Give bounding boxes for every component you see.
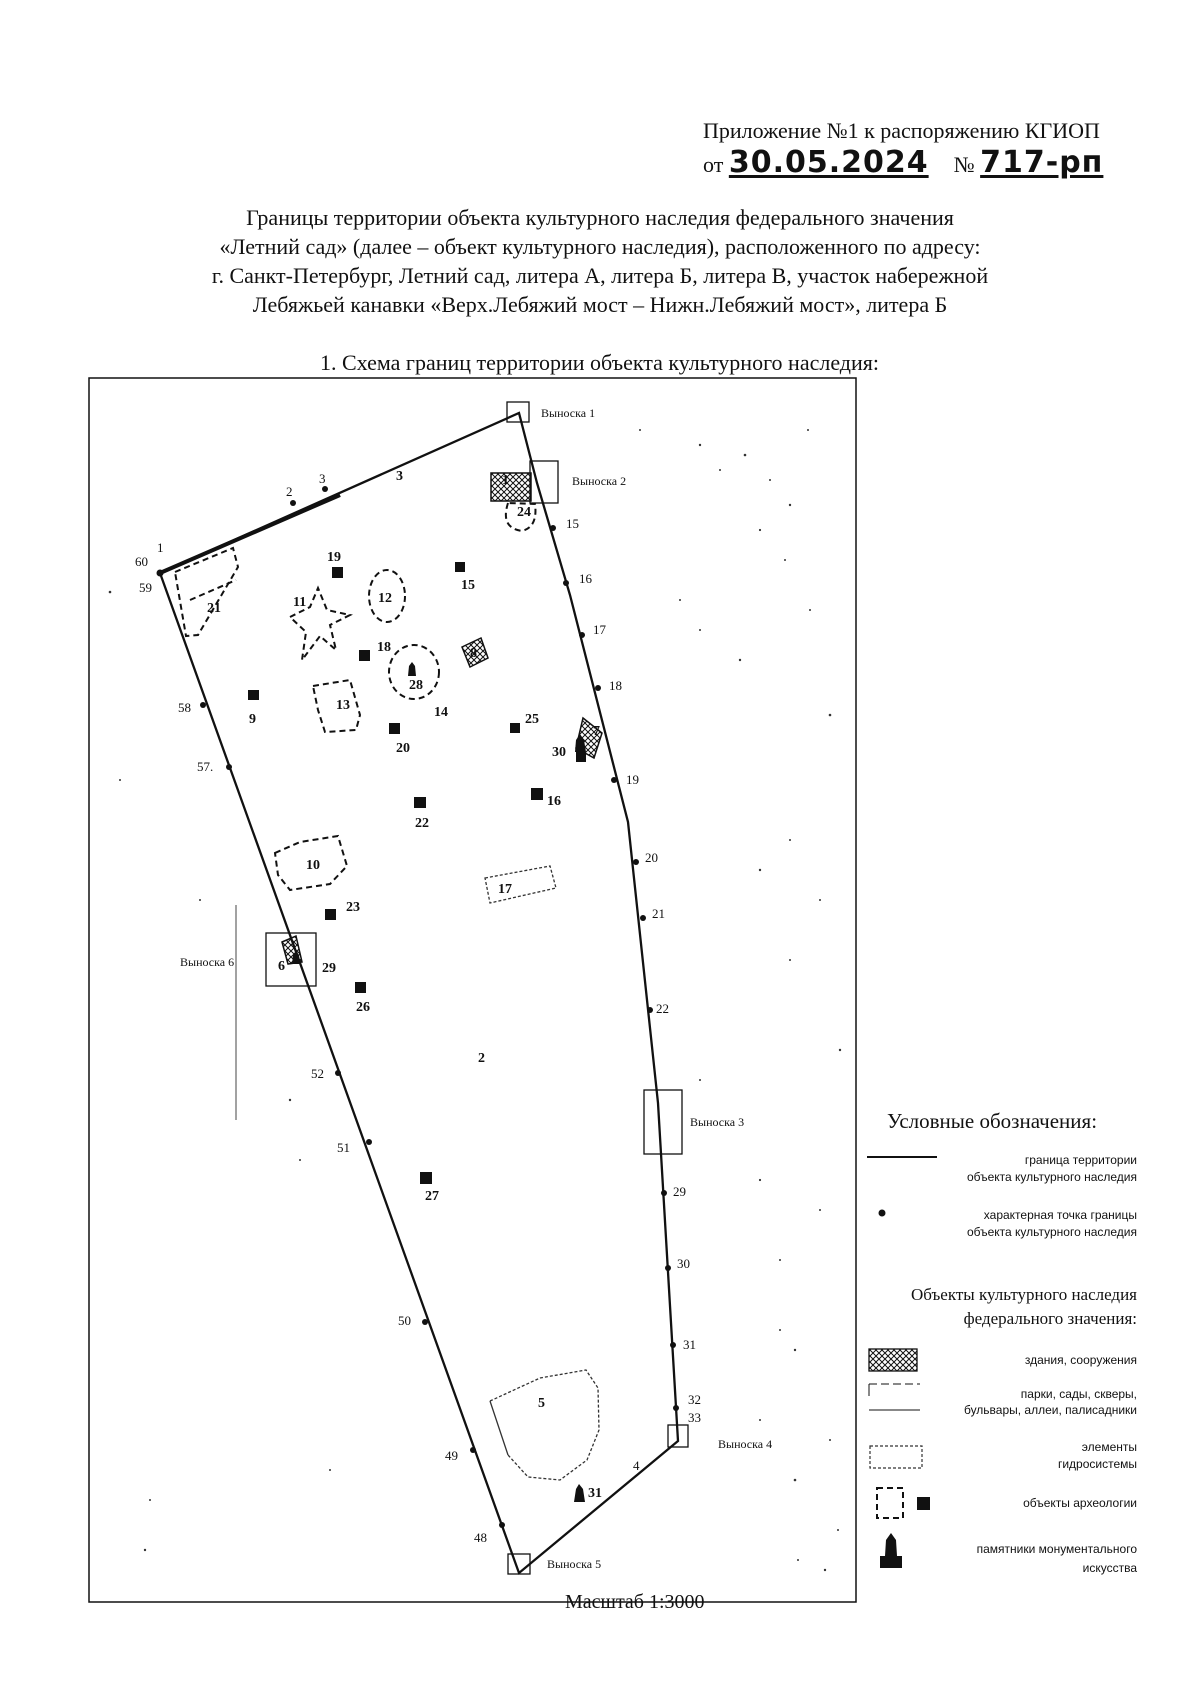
order-date: 30.05.2024	[728, 145, 929, 180]
object-label: 2	[478, 1051, 485, 1066]
callout-6-label: Выноска 6	[180, 955, 235, 969]
map-scale: Масштаб 1:3000	[565, 1591, 705, 1613]
hydro-17	[485, 866, 556, 903]
boundary-point-label: 31	[683, 1337, 696, 1352]
map-frame	[89, 378, 856, 1602]
object-label: 22	[415, 816, 429, 831]
scheme-heading: 1. Схема границ территории объекта культурного наследия:	[320, 350, 880, 375]
object-label: 1	[502, 473, 509, 488]
object-label: 17	[498, 882, 512, 897]
building-1	[491, 473, 531, 501]
legend-boundary-line-text: граница территории	[1024, 1153, 1137, 1167]
object-label: 9	[249, 712, 256, 727]
legend-hydro-text: гидросистемы	[1057, 1457, 1137, 1471]
legend-hydro-swatch	[870, 1446, 922, 1468]
boundary-point-label: 1	[157, 540, 164, 555]
legend-hydro-text: элементы	[1081, 1440, 1137, 1454]
callout-4-label: Выноска 4	[718, 1437, 773, 1451]
boundary-point-label: 4	[633, 1458, 640, 1473]
title-line: Лебяжьей канавки «Верх.Лебяжий мост – Нижн.Лебяжий мост», литера Б	[252, 292, 948, 317]
territory-boundary	[160, 413, 678, 1573]
hydro-5-edge	[490, 1401, 508, 1455]
callout-3-box	[644, 1090, 682, 1154]
boundary-point-label: 57.	[197, 759, 214, 774]
boundary-point-label: 3	[319, 471, 326, 486]
callout-2-box	[530, 461, 558, 503]
legend-section-title: Объекты культурного наследия	[911, 1285, 1137, 1304]
object-label: 3	[396, 469, 403, 484]
boundary-thick-segment	[160, 495, 340, 573]
object-label: 6	[278, 959, 285, 974]
object-label: 7	[593, 724, 600, 739]
object-label: 27	[425, 1189, 439, 1204]
legend-section-title: федерального значения:	[963, 1309, 1137, 1328]
boundary-point-label: 22	[656, 1001, 669, 1016]
boundary-point-label: 20	[645, 850, 658, 865]
from-prefix: от	[703, 152, 724, 177]
legend-boundary-point-text: объекта культурного наследия	[966, 1225, 1137, 1239]
object-label: 15	[461, 578, 475, 593]
legend-monument-swatch	[880, 1533, 902, 1568]
object-label: 11	[293, 595, 307, 610]
object-label: 23	[346, 900, 360, 915]
legend-monuments-text: памятники монументального	[976, 1542, 1137, 1556]
boundary-point-label: 21	[652, 906, 665, 921]
object-label: 5	[538, 1396, 545, 1411]
archaeology-squares	[248, 562, 543, 1184]
callout-5-label: Выноска 5	[547, 1557, 602, 1571]
legend-buildings-swatch	[869, 1349, 917, 1371]
callout-1-label: Выноска 1	[541, 406, 596, 420]
object-label: 13	[336, 698, 350, 713]
legend-boundary-point-swatch	[879, 1210, 886, 1217]
boundary-point-label: 58	[178, 700, 191, 715]
object-label: 21	[207, 601, 221, 616]
boundary-point-label: 49	[445, 1448, 458, 1463]
boundary-point-label: 15	[566, 516, 579, 531]
boundary-point-label: 18	[609, 678, 622, 693]
boundary-point-markers	[157, 486, 680, 1528]
boundary-point-label: 29	[673, 1184, 686, 1199]
boundary-point-label: 17	[593, 622, 606, 637]
legend-parks-text: парки, сады, скверы,	[1020, 1387, 1137, 1401]
object-label: 8	[470, 646, 477, 661]
boundary-point-label: 16	[579, 571, 592, 586]
object-label: 24	[517, 505, 531, 520]
appendix-heading: Приложение №1 к распоряжению КГИОП	[703, 118, 1100, 143]
legend-monuments-text: искусства	[1082, 1561, 1137, 1575]
callout-2-label: Выноска 2	[572, 474, 627, 488]
legend-archaeology-text: объекты археологии	[1023, 1496, 1137, 1510]
boundary-point-label: 30	[677, 1256, 690, 1271]
boundary-point-label: 19	[626, 772, 639, 787]
legend-parks-text: бульвары, аллеи, палисадники	[963, 1403, 1137, 1417]
title-line: Границы территории объекта культурного наследия федерального значения	[246, 205, 954, 230]
object-label: 29	[322, 961, 336, 976]
boundary-point-label: 32	[688, 1392, 701, 1407]
object-label: 19	[327, 550, 341, 565]
callout-1-box	[507, 402, 529, 422]
object-label: 12	[378, 591, 392, 606]
object-label: 26	[356, 1000, 370, 1015]
boundary-point-label: 51	[337, 1140, 350, 1155]
legend-buildings-text: здания, сооружения	[1024, 1353, 1137, 1367]
object-label: 10	[306, 858, 320, 873]
object-label: 31	[588, 1486, 602, 1501]
legend-archaeology-outline-swatch	[877, 1488, 903, 1518]
callout-3-label: Выноска 3	[690, 1115, 745, 1129]
boundary-point-label: 33	[688, 1410, 701, 1425]
legend-boundary-point-text: характерная точка границы	[983, 1208, 1137, 1222]
object-label: 30	[552, 745, 566, 760]
boundary-point-label: 48	[474, 1530, 487, 1545]
legend-archaeology-square-swatch	[917, 1497, 930, 1510]
object-label: 14	[434, 705, 448, 720]
legend	[867, 1109, 1137, 1575]
hydro-5	[490, 1370, 599, 1480]
boundary-point-label: 59	[139, 580, 152, 595]
object-label: 28	[409, 678, 423, 693]
object-label: 16	[547, 794, 561, 809]
legend-boundary-line-text: объекта культурного наследия	[966, 1170, 1137, 1184]
boundary-point-label: 2	[286, 484, 293, 499]
boundary-point-label: 50	[398, 1313, 411, 1328]
object-label: 25	[525, 712, 539, 727]
title-line: г. Санкт-Петербург, Летний сад, литера А, литера Б, литера В, участок набережной	[211, 263, 989, 288]
title-line: «Летний сад» (далее – объект культурного наследия), расположенного по адресу:	[219, 234, 981, 259]
legend-title: Условные обозначения:	[887, 1109, 1098, 1133]
order-number: 717-рп	[980, 145, 1104, 180]
boundary-point-label: 60	[135, 554, 148, 569]
number-prefix: №	[953, 152, 975, 177]
archaeology-21-inner	[190, 580, 236, 600]
boundary-point-label: 52	[311, 1066, 324, 1081]
object-label: 18	[377, 640, 391, 655]
object-label: 20	[396, 741, 410, 756]
